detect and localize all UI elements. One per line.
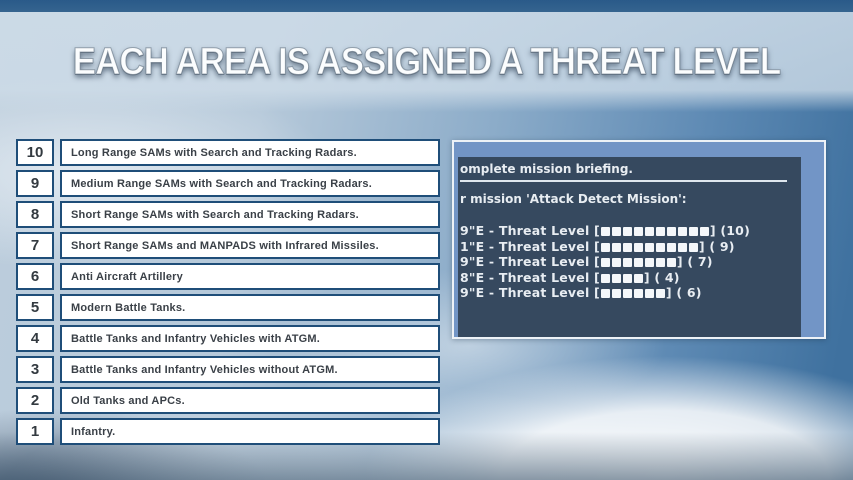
- threat-block-icon: [634, 289, 643, 298]
- level-description-box: Modern Battle Tanks.: [60, 294, 440, 321]
- threat-block-icon: [601, 243, 610, 252]
- threat-block-icon: [634, 243, 643, 252]
- level-description-box: Infantry.: [60, 418, 440, 445]
- threat-level-row: [16, 325, 440, 352]
- threat-line-prefix: 1"E - Threat Level [: [460, 238, 600, 254]
- level-description-box: Battle Tanks and Infantry Vehicles without ATGM.: [60, 356, 440, 383]
- threat-block-icon: [601, 274, 610, 283]
- threat-block-icon: [667, 227, 676, 236]
- level-number-box: 6: [16, 263, 54, 290]
- threat-block-icon: [612, 227, 621, 236]
- threat-line-value: ] ( 6): [665, 285, 702, 300]
- threat-block-icon: [656, 258, 665, 267]
- level-number-box: 2: [16, 387, 54, 414]
- threat-line-value: ] (10): [709, 223, 750, 238]
- console-threat-line: [460, 254, 793, 270]
- level-description-box: Anti Aircraft Artillery: [60, 263, 440, 290]
- console-threat-line: [460, 239, 793, 255]
- console-threat-line: [460, 270, 793, 286]
- threat-block-icon: [634, 274, 643, 283]
- threat-block-icon: [645, 289, 654, 298]
- threat-block-icon: [612, 243, 621, 252]
- threat-level-row: [16, 263, 440, 290]
- threat-block-icon: [667, 258, 676, 267]
- page-title: EACH AREA IS ASSIGNED A THREAT LEVEL: [72, 40, 781, 83]
- level-description-box: Long Range SAMs with Search and Tracking Radars.: [60, 139, 440, 166]
- threat-block-icon: [623, 243, 632, 252]
- threat-line-prefix: 9"E - Threat Level [: [460, 254, 600, 269]
- top-accent-bar: [0, 0, 853, 12]
- console-frame: [452, 140, 826, 339]
- console-divider: [460, 180, 787, 182]
- console-threat-line: [460, 285, 793, 301]
- threat-level-list: [16, 139, 440, 449]
- threat-block-icon: [612, 258, 621, 267]
- threat-line-prefix: 8"E - Threat Level [: [460, 269, 600, 285]
- level-number-box: 1: [16, 418, 54, 445]
- threat-block-icon: [667, 243, 676, 252]
- threat-block-icon: [634, 227, 643, 236]
- threat-block-icon: [656, 243, 665, 252]
- threat-line-value: ] ( 9): [698, 238, 735, 254]
- level-number-box: 4: [16, 325, 54, 352]
- title-band: [0, 12, 853, 112]
- console-threat-line: [460, 223, 793, 239]
- level-number-box: 10: [16, 139, 54, 166]
- level-number-box: 8: [16, 201, 54, 228]
- threat-level-row: [16, 418, 440, 445]
- threat-line-value: ] ( 4): [643, 269, 680, 285]
- level-description-box: Old Tanks and APCs.: [60, 387, 440, 414]
- threat-block-icon: [656, 289, 665, 298]
- threat-block-icon: [700, 227, 709, 236]
- threat-level-row: [16, 170, 440, 197]
- threat-block-icon: [623, 227, 632, 236]
- threat-level-row: [16, 387, 440, 414]
- threat-block-icon: [678, 227, 687, 236]
- level-number-box: 7: [16, 232, 54, 259]
- threat-level-row: [16, 201, 440, 228]
- level-number-box: 9: [16, 170, 54, 197]
- threat-block-icon: [612, 289, 621, 298]
- console-mission-line: r mission 'Attack Detect Mission':: [460, 192, 687, 206]
- threat-level-row: [16, 294, 440, 321]
- threat-level-row: [16, 139, 440, 166]
- threat-line-value: ] ( 7): [676, 254, 713, 269]
- threat-block-icon: [645, 258, 654, 267]
- level-description-box: Battle Tanks and Infantry Vehicles with ATGM.: [60, 325, 440, 352]
- level-number-box: 3: [16, 356, 54, 383]
- threat-line-prefix: 9"E - Threat Level [: [460, 223, 600, 238]
- threat-block-icon: [612, 274, 621, 283]
- threat-block-icon: [689, 227, 698, 236]
- threat-block-icon: [601, 289, 610, 298]
- threat-block-icon: [645, 243, 654, 252]
- console-window: [458, 157, 801, 337]
- threat-level-row: [16, 356, 440, 383]
- threat-block-icon: [656, 227, 665, 236]
- threat-block-icon: [689, 243, 698, 252]
- threat-block-icon: [634, 258, 643, 267]
- threat-block-icon: [601, 258, 610, 267]
- console-threat-lines: [460, 223, 793, 301]
- console-header-text: omplete mission briefing.: [460, 162, 633, 176]
- level-description-box: Short Range SAMs and MANPADS with Infrared Missiles.: [60, 232, 440, 259]
- threat-block-icon: [678, 243, 687, 252]
- threat-level-row: [16, 232, 440, 259]
- level-description-box: Medium Range SAMs with Search and Tracking Radars.: [60, 170, 440, 197]
- threat-line-prefix: 9"E - Threat Level [: [460, 285, 600, 300]
- threat-block-icon: [645, 227, 654, 236]
- threat-block-icon: [601, 227, 610, 236]
- threat-block-icon: [623, 258, 632, 267]
- level-description-box: Short Range SAMs with Search and Tracking Radars.: [60, 201, 440, 228]
- threat-block-icon: [623, 274, 632, 283]
- threat-block-icon: [623, 289, 632, 298]
- level-number-box: 5: [16, 294, 54, 321]
